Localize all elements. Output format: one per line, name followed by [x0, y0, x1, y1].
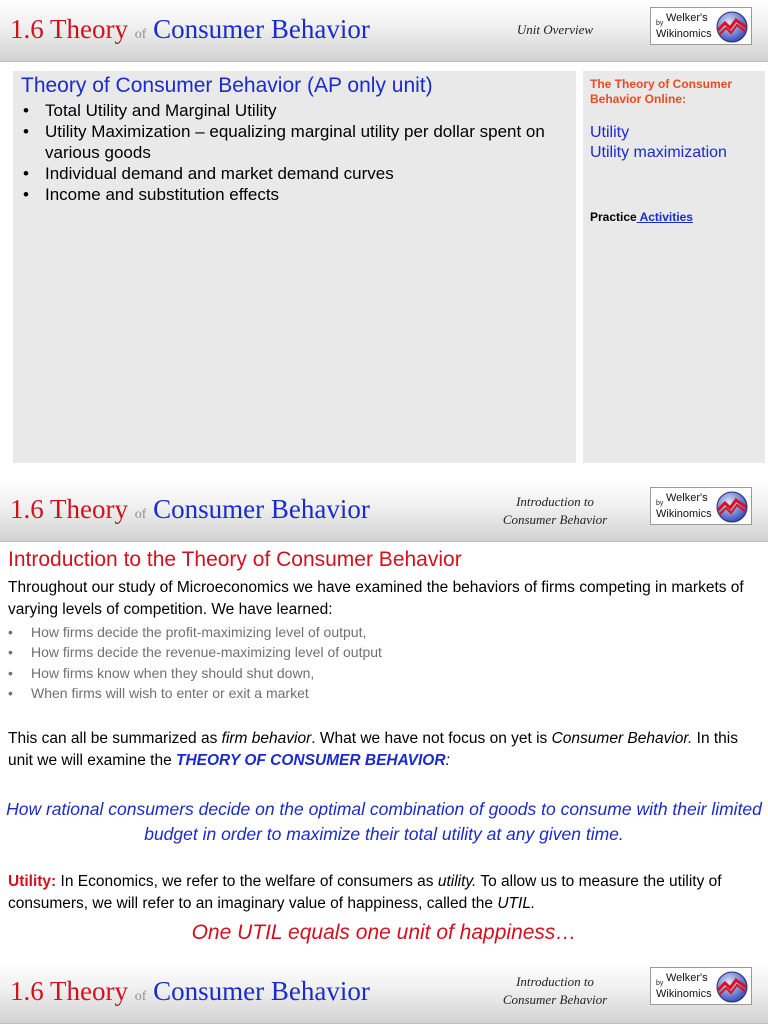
utility-paragraph: Utility: In Economics, we refer to the welfare of consumers as utility. To allow us to measure the utility of consumers, we will refer to an imaginary value of happiness, called the UTIL. [8, 873, 722, 912]
slide3-subtitle: Introduction to Consumer Behavior [502, 974, 608, 1007]
activities-link[interactable]: Activities [636, 210, 693, 224]
summary-paragraph: This can all be summarized as firm behavior. What we have not focus on yet is Consumer Behavior. In this unit we will examine the THEORY OF CONSUMER BEHAVIOR: [8, 730, 738, 769]
title-number: 1.6 Theory [10, 14, 128, 44]
title-topic: Consumer Behavior [153, 976, 370, 1006]
util-statement: One UTIL equals one unit of happiness… [191, 921, 577, 944]
list-item: • Individual demand and market demand curves [21, 163, 569, 184]
title-topic: Consumer Behavior [153, 14, 370, 44]
globe-logo-icon [715, 490, 749, 524]
title-of: of [134, 989, 147, 1004]
list-item: • Income and substitution effects [21, 184, 569, 205]
welkers-wikinomics-logo: by Welker's Wikinomics [650, 487, 752, 525]
intro-paragraph: Throughout our study of Microeconomics we have examined the behaviors of firms competing in markets of varying levels of competition. We have learned: [8, 579, 744, 618]
slide2-header [0, 480, 768, 542]
utility-link[interactable]: Utility [590, 124, 630, 141]
header-title [10, 494, 370, 525]
unit-heading: Theory of Consumer Behavior (AP only unit) [21, 74, 433, 97]
intro-heading: Introduction to the Theory of Consumer Behavior [8, 548, 462, 571]
header-title [10, 976, 370, 1007]
title-of: of [134, 27, 147, 42]
list-item: • How firms decide the revenue-maximizing level of output [8, 642, 382, 662]
slide1-header [0, 0, 768, 62]
header-title [10, 14, 370, 45]
list-item: • How firms decide the profit-maximizing level of output, [8, 622, 382, 642]
list-item: • Total Utility and Marginal Utility [21, 100, 569, 121]
firm-behavior-list [8, 622, 382, 703]
slide3-header [0, 962, 768, 1024]
online-resources-title: The Theory of Consumer Behavior Online: [590, 77, 733, 106]
title-number: 1.6 Theory [10, 976, 128, 1006]
definition-quote: How rational consumers decide on the optimal combination of goods to consume with their limited budget in order to maximize their total utility at any given time. [6, 799, 762, 844]
utility-maximization-link[interactable]: Utility maximization [590, 144, 727, 161]
globe-logo-icon [715, 970, 749, 1004]
unit-topics-list [21, 100, 569, 205]
utility-label: Utility: [8, 873, 57, 890]
theory-emphasis: THEORY OF CONSUMER BEHAVIOR [176, 752, 446, 769]
globe-logo-icon [715, 10, 749, 44]
list-item: • When firms will wish to enter or exit a market [8, 683, 382, 703]
list-item: • Utility Maximization – equalizing marginal utility per dollar spent on various goods [21, 121, 569, 163]
practice-row [590, 210, 693, 224]
unit-overview-panel [13, 71, 576, 463]
slide1-subtitle: Unit Overview [516, 22, 594, 37]
online-resources-panel [583, 71, 765, 463]
list-item: • How firms know when they should shut down, [8, 663, 382, 683]
title-of: of [134, 507, 147, 522]
welkers-wikinomics-logo: by Welker's Wikinomics [650, 967, 752, 1005]
welkers-wikinomics-logo: by Welker's Wikinomics [650, 7, 752, 45]
title-number: 1.6 Theory [10, 494, 128, 524]
practice-label: Practice [590, 210, 637, 224]
slide2-subtitle: Introduction to Consumer Behavior [502, 494, 608, 527]
title-topic: Consumer Behavior [153, 494, 370, 524]
